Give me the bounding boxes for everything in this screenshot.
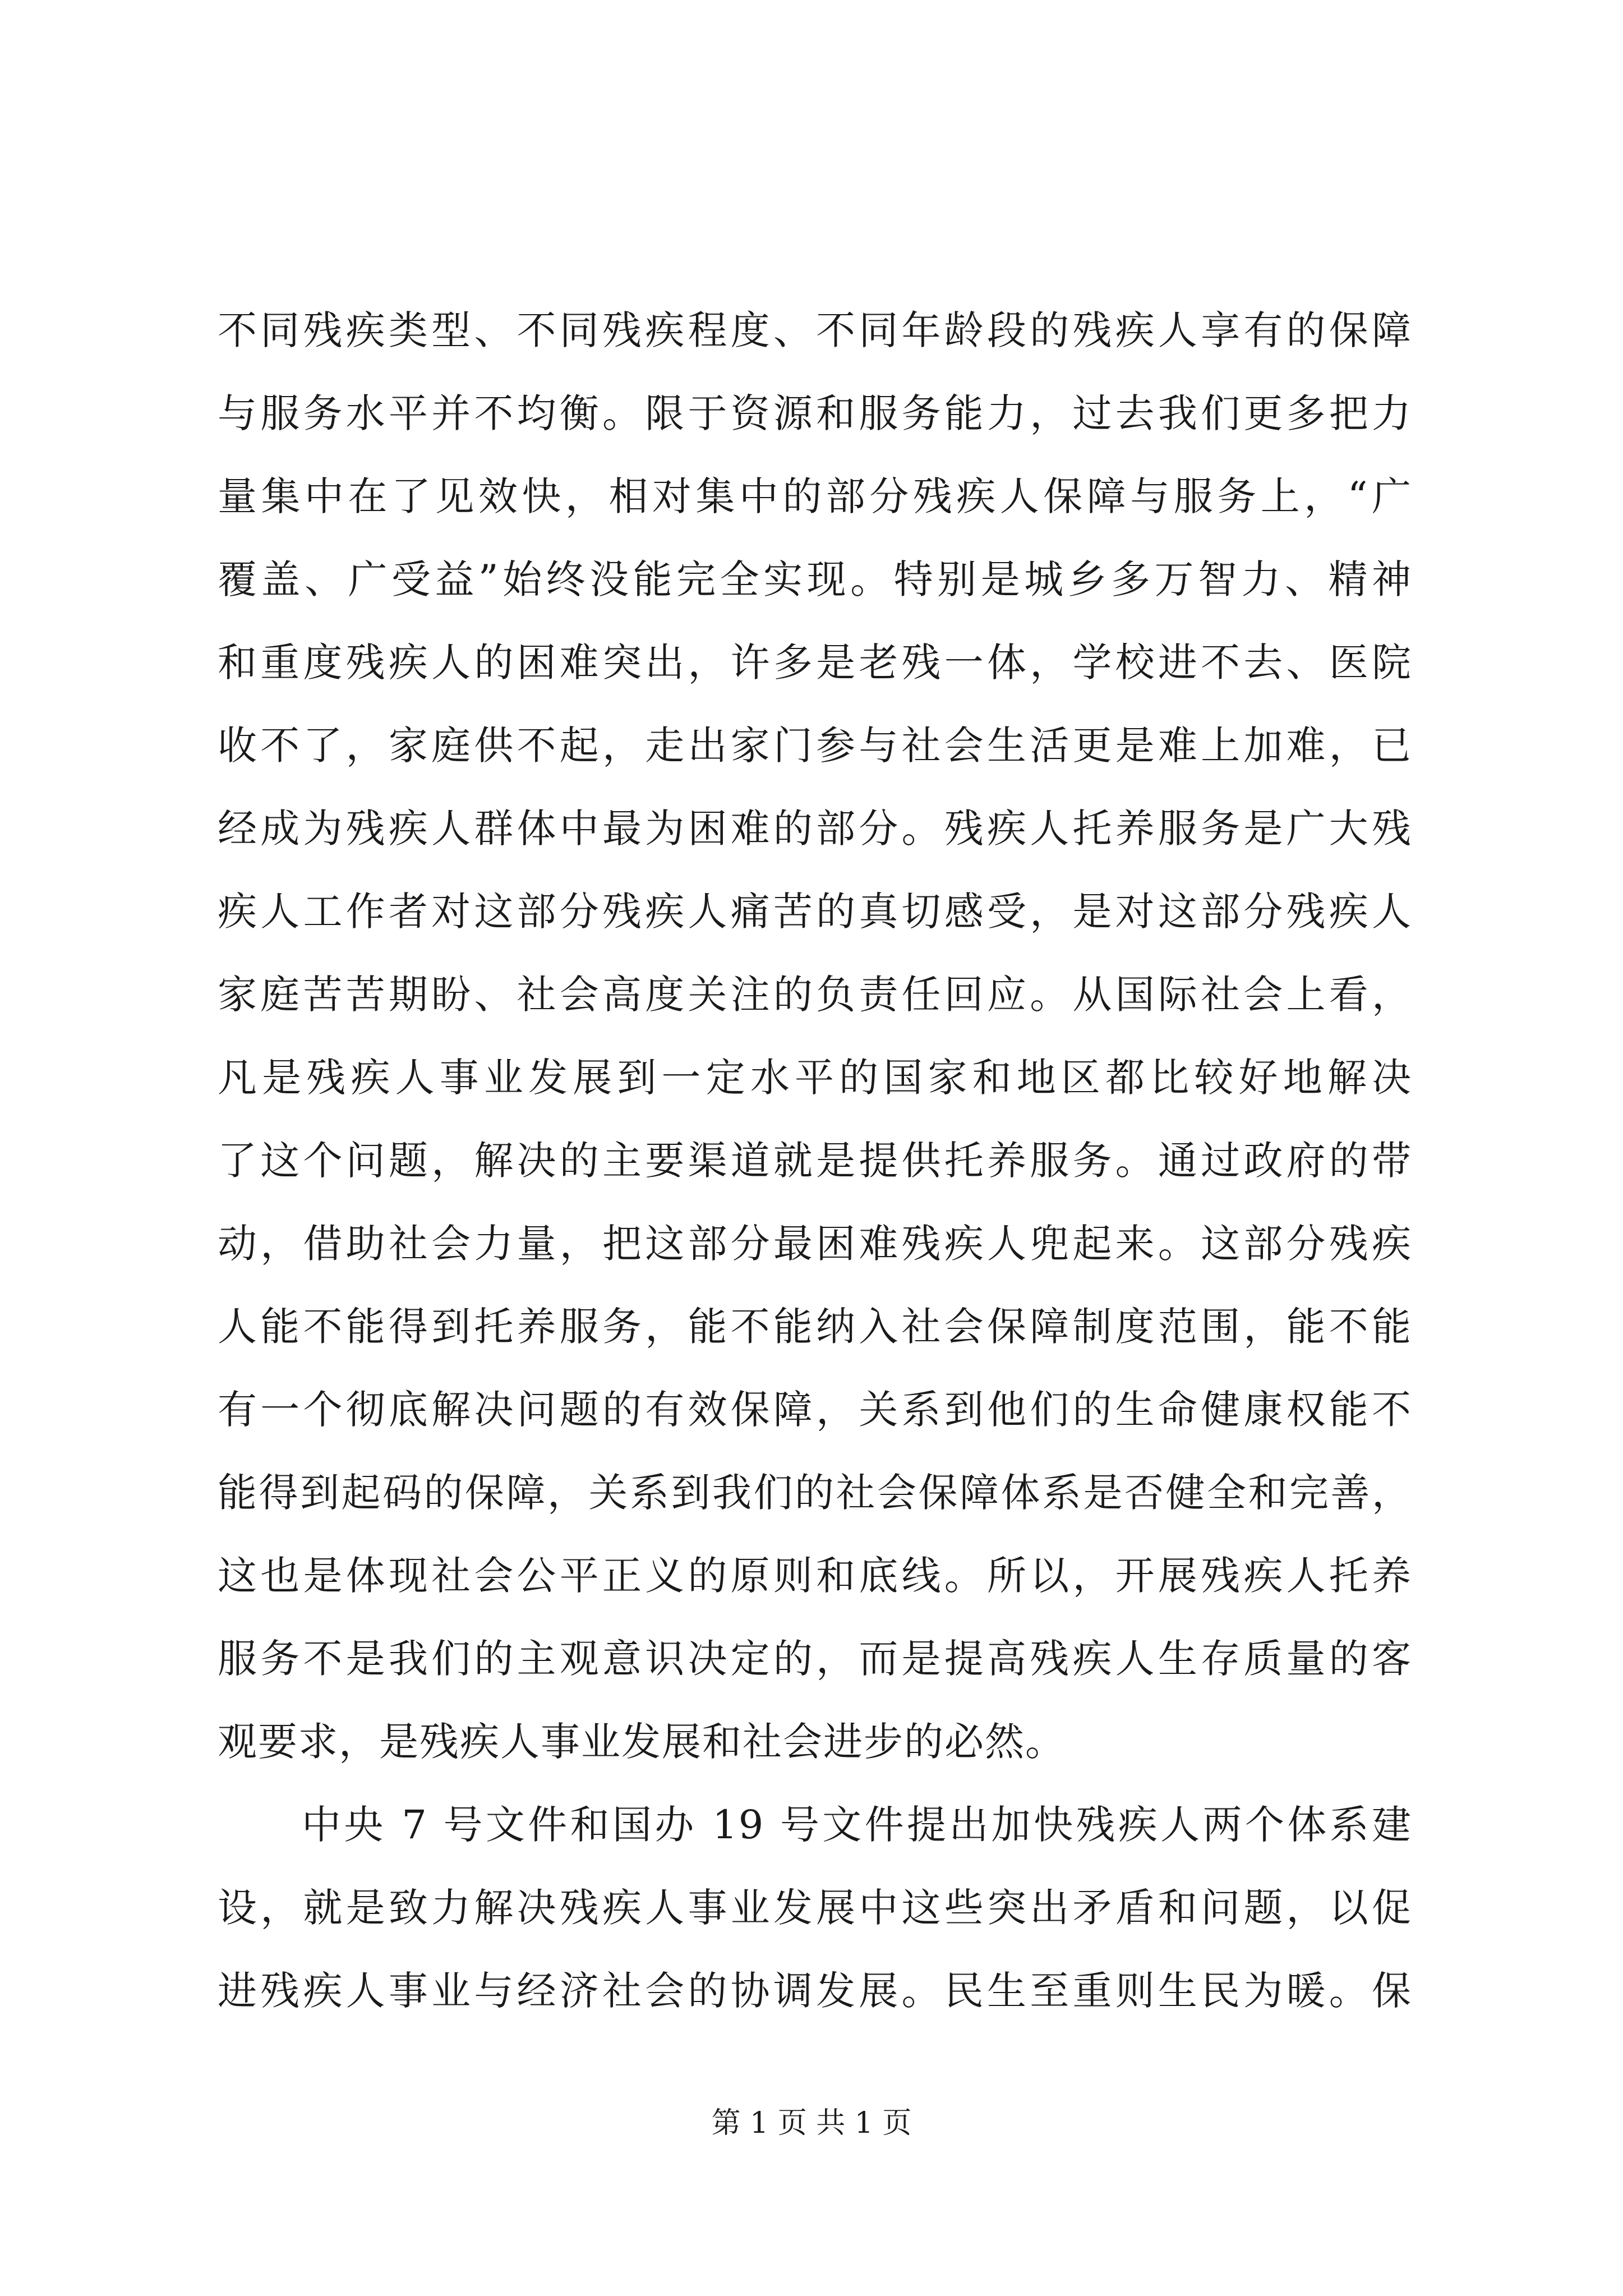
- page-number-label: 第 1 页 共 1 页: [711, 2106, 912, 2140]
- text-line: 不同残疾类型、不同残疾程度、不同年龄段的残疾人享有的保障: [218, 307, 1412, 353]
- text-line: 经成为残疾人群体中最为困难的部分。残疾人托养服务是广大残: [218, 806, 1412, 852]
- text-line: 凡是残疾人事业发展到一定水平的国家和地区都比较好地解决: [218, 1055, 1412, 1101]
- text-line: 服务不是我们的主观意识决定的，而是提高残疾人生存质量的客: [218, 1636, 1412, 1682]
- text-line: 中央 7 号文件和国办 19 号文件提出加快残疾人两个体系建: [302, 1802, 1412, 1848]
- text-line: 有一个彻底解决问题的有效保障，关系到他们的生命健康权能不: [218, 1387, 1412, 1433]
- text-line: 与服务水平并不均衡。限于资源和服务能力，过去我们更多把力: [218, 390, 1412, 436]
- text-line: 这也是体现社会公平正义的原则和底线。所以，开展残疾人托养: [218, 1553, 1412, 1599]
- document-body: [218, 289, 1412, 2032]
- text-line: 人能不能得到托养服务，能不能纳入社会保障制度范围，能不能: [218, 1304, 1412, 1350]
- text-line: 设，就是致力解决残疾人事业发展中这些突出矛盾和问题，以促: [218, 1885, 1412, 1931]
- text-line: 家庭苦苦期盼、社会高度关注的负责任回应。从国际社会上看，: [218, 972, 1412, 1018]
- text-line: 动，借助社会力量，把这部分最困难残疾人兜起来。这部分残疾: [218, 1221, 1412, 1267]
- text-line: 和重度残疾人的困难突出，许多是老残一体，学校进不去、医院: [218, 639, 1412, 685]
- text-line: 收不了，家庭供不起，走出家门参与社会生活更是难上加难，已: [218, 723, 1412, 769]
- text-line: 量集中在了见效快，相对集中的部分残疾人保障与服务上，“广: [218, 473, 1412, 519]
- text-line: 能得到起码的保障，关系到我们的社会保障体系是否健全和完善，: [218, 1470, 1412, 1516]
- text-line: 进残疾人事业与经济社会的协调发展。民生至重则生民为暖。保: [218, 1968, 1412, 2014]
- text-line: 观要求，是残疾人事业发展和社会进步的必然。: [218, 1719, 1066, 1765]
- text-line: 了这个问题，解决的主要渠道就是提供托养服务。通过政府的带: [218, 1138, 1412, 1184]
- page-footer: [0, 2104, 1623, 2143]
- text-line: 疾人工作者对这部分残疾人痛苦的真切感受，是对这部分残疾人: [218, 889, 1412, 935]
- text-line: 覆盖、广受益”始终没能完全实现。特别是城乡多万智力、精神: [218, 556, 1412, 602]
